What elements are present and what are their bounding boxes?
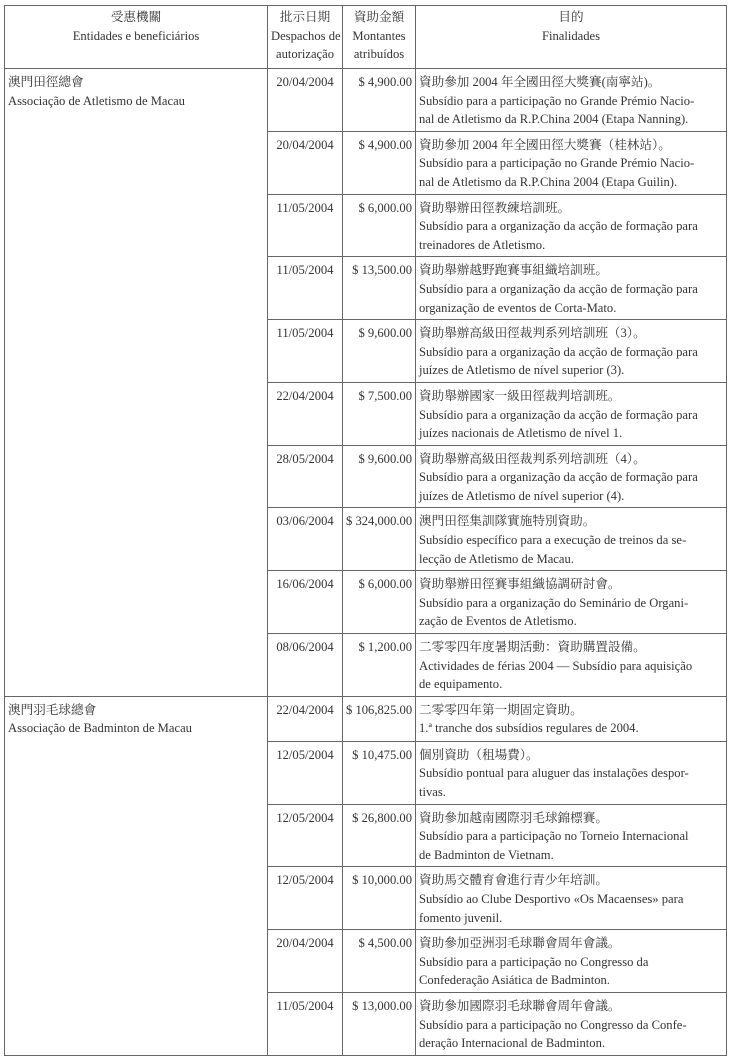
text-line: Subsídio para a organização da acção de formação para (419, 219, 698, 234)
text-line: 二零零四年度暑期活動：資助購置設備。 (419, 640, 646, 655)
purpose-cell (416, 194, 727, 257)
date-cell: 03/06/2004 (268, 508, 343, 571)
text-line: 資助參加越南國際羽毛球錦標賽。 (419, 810, 608, 825)
text-line: 澳門田徑總會 (8, 75, 84, 89)
text-line: Subsídio para a organização do Seminário de Organi- (419, 595, 689, 610)
entity-cell (5, 741, 268, 804)
header-row (5, 6, 727, 69)
text-line: Confederação Asiática de Badminton. (419, 973, 610, 988)
table-row (5, 571, 727, 634)
text-line: Entidades e beneficiários (72, 28, 200, 43)
table-row (5, 741, 727, 804)
purpose-cell (416, 696, 727, 741)
text-line: 個別資助（租場費）。 (419, 747, 539, 762)
text-line: 資助馬交體育會進行青少年培訓。 (419, 873, 608, 888)
purpose-cell (416, 741, 727, 804)
date-cell: 11/05/2004 (268, 320, 343, 383)
text-line: treinadores de Atletismo. (419, 237, 546, 252)
text-line: 資助舉辦越野跑賽事組織培訓班。 (419, 263, 608, 278)
subsidy-table (4, 5, 727, 1056)
text-line: organização de eventos de Corta-Mato. (419, 300, 617, 315)
text-line: 資助參加 2004 年全國田徑大獎賽(南寧站)。 (419, 75, 661, 89)
entity-cell (5, 992, 268, 1055)
text-line: 澳門田徑集訓隊實施特別資助。 (419, 514, 596, 529)
text-line: 資助參加亞洲羽毛球聯會周年會議。 (419, 936, 621, 951)
date-cell: 20/04/2004 (268, 131, 343, 194)
text-line: 受惠機關 (110, 10, 162, 24)
text-line: juízes nacionais de Atletismo de nível 1. (419, 426, 623, 441)
text-line: 資助參加 2004 年全國田徑大獎賽（桂林站）。 (419, 137, 671, 152)
date-cell: 20/04/2004 (268, 930, 343, 993)
amount-cell: $ 9,600.00 (343, 445, 416, 508)
entity-cell (5, 445, 268, 508)
text-line: autorização (275, 47, 335, 62)
text-line: nal de Atletismo da R.P.China 2004 (Etapa Guilin). (419, 174, 678, 189)
amount-cell: $ 4,900.00 (343, 69, 416, 132)
amount-cell: $ 10,475.00 (343, 741, 416, 804)
entity-cell (5, 320, 268, 383)
purpose-cell (416, 320, 727, 383)
date-cell: 22/04/2004 (268, 696, 343, 741)
date-cell: 28/05/2004 (268, 445, 343, 508)
entity-cell (5, 382, 268, 445)
entity-cell (5, 131, 268, 194)
date-cell: 11/05/2004 (268, 257, 343, 320)
entity-cell (5, 257, 268, 320)
text-line: Subsídio ao Clube Desportivo «Os Macaenses» para (419, 891, 684, 906)
amount-cell: $ 6,000.00 (343, 194, 416, 257)
purpose-cell (416, 445, 727, 508)
text-line: de Badminton de Vietnam. (419, 847, 554, 862)
purpose-cell (416, 867, 727, 930)
header-date (268, 6, 343, 69)
header-purpose (416, 6, 727, 69)
amount-cell: $ 7,500.00 (343, 382, 416, 445)
entity-cell (5, 69, 268, 132)
amount-cell: $ 26,800.00 (343, 804, 416, 867)
purpose-cell (416, 131, 727, 194)
amount-cell: $ 324,000.00 (343, 508, 416, 571)
purpose-cell (416, 69, 727, 132)
purpose-cell (416, 930, 727, 993)
text-line: 資助參加國際羽毛球聯會周年會議。 (419, 998, 621, 1013)
text-line: nal de Atletismo da R.P.China 2004 (Etapa Nanning). (419, 112, 689, 127)
text-line: 資助舉辦高級田徑裁判系列培訓班（4）。 (419, 451, 646, 466)
text-line: lecção de Atletismo de Macau. (419, 551, 574, 566)
table-row (5, 257, 727, 320)
header-entity (5, 6, 268, 69)
entity-cell (5, 194, 268, 257)
table-row (5, 992, 727, 1055)
text-line: Subsídio para a participação no Grande Prémio Nacio- (419, 93, 695, 108)
text-line: zação de Eventos de Atletismo. (419, 614, 577, 629)
table-row (5, 696, 727, 741)
text-line: Subsídio para a organização da acção de formação para (419, 344, 698, 359)
table-row (5, 445, 727, 508)
text-line: Despachos de (271, 28, 341, 43)
entity-cell (5, 571, 268, 634)
table-row (5, 194, 727, 257)
date-cell: 11/05/2004 (268, 194, 343, 257)
amount-cell: $ 10,000.00 (343, 867, 416, 930)
text-line: Subsídio específico para a execução de treinos da se- (419, 533, 687, 548)
table-row (5, 382, 727, 445)
text-line: tivas. (419, 785, 446, 799)
text-line: 資助舉辦高級田徑裁判系列培訓班（3）。 (419, 326, 646, 341)
entity-cell (5, 508, 268, 571)
date-cell: 16/06/2004 (268, 571, 343, 634)
amount-cell: $ 6,000.00 (343, 571, 416, 634)
text-line: Subsídio pontual para aluguer das instalações despor- (419, 766, 689, 781)
date-cell: 12/05/2004 (268, 867, 343, 930)
purpose-cell (416, 571, 727, 634)
table-row (5, 804, 727, 867)
text-line: Subsídio para a organização da acção de formação para (419, 407, 698, 422)
entity-cell (5, 930, 268, 993)
text-line: 澳門羽毛球總會 (8, 702, 97, 717)
table-row (5, 634, 727, 697)
text-line: Associação de Atletismo de Macau (8, 93, 185, 108)
text-line: juízes de Atletismo de nível superior (4). (419, 488, 625, 503)
text-line: Actividades de férias 2004 — Subsídio para aquisição (419, 658, 693, 673)
purpose-cell (416, 382, 727, 445)
text-line: Subsídio para a participação no Grande Prémio Nacio- (419, 156, 695, 171)
amount-cell: $ 4,500.00 (343, 930, 416, 993)
text-line: Subsídio para a organização da acção de formação para (419, 281, 698, 296)
purpose-cell (416, 992, 727, 1055)
table-row (5, 930, 727, 993)
text-line: 1.ª tranche dos subsídios regulares de 2004. (419, 721, 639, 736)
text-line: 資助舉辦國家一級田徑裁判培訓班。 (419, 388, 621, 403)
date-cell: 20/04/2004 (268, 69, 343, 132)
table-row (5, 69, 727, 132)
text-line: 二零零四年第一期固定資助。 (419, 702, 583, 717)
purpose-cell (416, 257, 727, 320)
amount-cell: $ 13,000.00 (343, 992, 416, 1055)
entity-cell (5, 696, 268, 741)
purpose-cell (416, 508, 727, 571)
text-line: 資助金額 (353, 10, 405, 24)
date-cell: 22/04/2004 (268, 382, 343, 445)
amount-cell: $ 4,900.00 (343, 131, 416, 194)
entity-cell (5, 634, 268, 697)
amount-cell: $ 106,825.00 (343, 696, 416, 741)
amount-cell: $ 9,600.00 (343, 320, 416, 383)
amount-cell: $ 13,500.00 (343, 257, 416, 320)
table-row (5, 867, 727, 930)
text-line: juízes de Atletismo de nível superior (3). (419, 363, 625, 378)
date-cell: 08/06/2004 (268, 634, 343, 697)
text-line: 批示日期 (279, 10, 331, 24)
date-cell: 11/05/2004 (268, 992, 343, 1055)
entity-cell (5, 867, 268, 930)
table-row (5, 508, 727, 571)
text-line: fomento juvenil. (419, 910, 503, 925)
table-row (5, 320, 727, 383)
text-line: deração Internacional de Badminton. (419, 1036, 606, 1051)
text-line: Associação de Badminton de Macau (8, 721, 192, 736)
text-line: Finalidades (541, 28, 601, 43)
text-line: Subsídio para a participação no Congresso da (419, 954, 649, 969)
text-line: Subsídio para a participação no Torneio Internacional (419, 829, 689, 844)
text-line: 資助舉辦田徑賽事組織協調研討會。 (419, 577, 621, 592)
entity-cell (5, 804, 268, 867)
purpose-cell (416, 634, 727, 697)
text-line: Subsídio para a organização da acção de formação para (419, 470, 698, 485)
date-cell: 12/05/2004 (268, 804, 343, 867)
date-cell: 12/05/2004 (268, 741, 343, 804)
text-line: 資助舉辦田徑教練培訓班。 (419, 200, 571, 215)
text-line: Montantes (352, 28, 406, 43)
text-line: de equipamento. (419, 677, 503, 692)
amount-cell: $ 1,200.00 (343, 634, 416, 697)
purpose-cell (416, 804, 727, 867)
text-line: Subsídio para a participação no Congresso da Confe- (419, 1017, 687, 1032)
header-amount (343, 6, 416, 69)
text-line: 目的 (558, 10, 584, 24)
text-line: atribuídos (353, 47, 405, 62)
table-row (5, 131, 727, 194)
